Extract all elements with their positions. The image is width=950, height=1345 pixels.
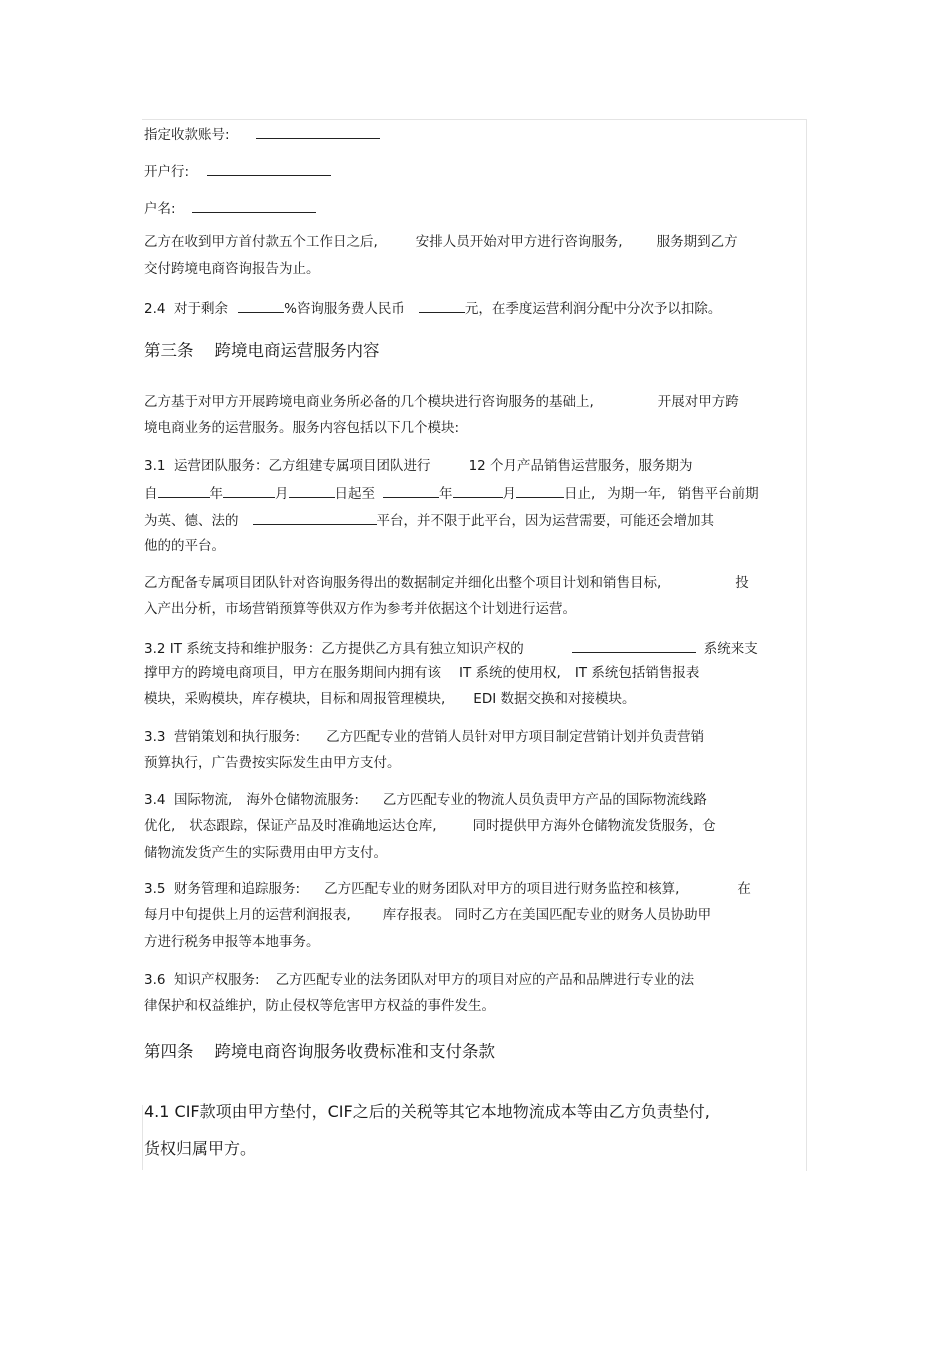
- s36-b: 乙方匹配专业的法务团队对甲方的项目对应的产品和品牌进行专业的法: [275, 972, 695, 988]
- s31-l3-a: 为英、德、法的: [144, 513, 239, 529]
- s31b-line1: [144, 574, 749, 592]
- name-blank: [192, 198, 316, 213]
- platform-blank: [253, 510, 377, 525]
- s31b-b: 投: [735, 575, 749, 591]
- s34-line3: 储物流发货产生的实际费用由甲方支付。: [144, 845, 387, 861]
- s34-l2-b: 状态跟踪，保证产品及时准确地运达仓库,: [189, 818, 437, 834]
- s33-line2: 预算执行，广告费按实际发生由甲方支付。: [144, 755, 401, 771]
- s31-yue2: 月: [502, 486, 516, 502]
- s31-text-b: 12 个月产品销售运营服务，服务期为: [468, 458, 693, 474]
- bank-label: 开户行:: [144, 164, 190, 180]
- s31-nian2: 年: [439, 486, 453, 502]
- s31-line4: 他的的平台。: [144, 538, 225, 554]
- account-blank: [256, 124, 380, 139]
- s33-b: 乙方匹配专业的营销人员针对甲方项目制定营销计划并负责营销: [326, 729, 705, 745]
- p1-line1: [144, 233, 738, 251]
- bank-line: [144, 161, 331, 181]
- start-month-blank: [223, 483, 275, 498]
- s31-zi: 自: [144, 486, 158, 502]
- s31-rizhi: 日止,: [564, 486, 596, 502]
- s31-text-a: 3.1 运营团队服务：乙方组建专属项目团队进行: [144, 458, 431, 474]
- p24-text-a: 2.4 对于剩余: [144, 301, 229, 317]
- s34-l2-c: 同时提供甲方海外仓储物流发货服务，仓: [472, 818, 716, 834]
- end-year-blank: [383, 483, 439, 498]
- s36-a: 3.6 知识产权服务:: [144, 972, 260, 988]
- s31-nian: 年: [209, 486, 223, 502]
- s31-l3-b: 平台，并不限于此平台，因为运营需要，可能还会增加其: [376, 513, 714, 529]
- s32-l2-b: IT 系统的使用权,: [459, 665, 561, 681]
- s31b-line2: 入产出分析，市场营销预算等供双方作为参考并依据这个计划进行运营。: [144, 601, 576, 617]
- art3-intro-line1: [144, 393, 739, 411]
- s32-line3: [144, 690, 636, 708]
- p24-text-c: 元，在季度运营利润分配中分次予以扣除。: [464, 301, 722, 317]
- s41-line2: 货权归属甲方。: [144, 1139, 257, 1158]
- p24-text-b: %咨询服务费人民币: [284, 301, 405, 317]
- s31-sales: 销售平台前期: [677, 486, 759, 502]
- end-month-blank: [453, 483, 503, 498]
- s31-line1: [144, 457, 693, 475]
- s35-line1: [144, 880, 751, 898]
- s32-l2-c: IT 系统包括销售报表: [574, 665, 700, 681]
- s32-line2: [144, 664, 699, 682]
- bank-blank: [207, 161, 331, 176]
- s35-l2-a: 每月中旬提供上月的运营利润报表,: [144, 907, 351, 923]
- s41-line1: 4.1 CIF款项由甲方垫付，CIF之后的关税等其它本地物流成本等由乙方负责垫付,: [144, 1102, 710, 1121]
- s31-yue: 月: [275, 486, 289, 502]
- s32-l3-b: EDI 数据交换和对接模块。: [473, 691, 636, 707]
- s35-b: 乙方匹配专业的财务团队对甲方的项目进行财务监控和核算,: [324, 881, 680, 897]
- s32-line1: [144, 638, 758, 658]
- s34-line2: [144, 817, 716, 835]
- name-label: 户名:: [144, 201, 176, 217]
- s31-line3: [144, 510, 714, 530]
- s34-c: 乙方匹配专业的物流人员负责甲方产品的国际物流线路: [382, 792, 707, 808]
- s32-b: 系统来支: [703, 641, 758, 657]
- s34-line1: [144, 791, 707, 809]
- s36-line2: 律保护和权益维护，防止侵权等危害甲方权益的事件发生。: [144, 998, 495, 1014]
- p1-text-a: 乙方在收到甲方首付款五个工作日之后,: [144, 234, 378, 250]
- s35-line3: 方进行税务申报等本地事务。: [144, 934, 320, 950]
- s34-a: 3.4 国际物流,: [144, 792, 233, 808]
- end-day-blank: [516, 483, 564, 498]
- it-system-blank: [572, 638, 696, 653]
- s36-line1: [144, 971, 694, 989]
- page-frame-left-edge: [142, 1105, 143, 1170]
- s31-riqizhi: 日起至: [334, 486, 375, 502]
- s35-a: 3.5 财务管理和追踪服务:: [144, 881, 301, 897]
- p1-text-c: 服务期到乙方: [656, 234, 738, 250]
- s35-line2: [144, 906, 711, 924]
- s33-a: 3.3 营销策划和执行服务:: [144, 729, 301, 745]
- account-line: [144, 124, 380, 144]
- clause-2-4: [144, 298, 721, 318]
- article-4-title: 第四条 跨境电商咨询服务收费标准和支付条款: [144, 1042, 495, 1061]
- p1-line2: 交付跨境电商咨询报告为止。: [144, 261, 320, 277]
- name-line: [144, 198, 316, 218]
- p24-blank-percent: [238, 298, 284, 313]
- s32-l3-a: 模块，采购模块，库存模块，目标和周报管理模块,: [144, 691, 446, 707]
- s32-l2-a: 撑甲方的跨境电商项目，甲方在服务期间内拥有该: [144, 665, 441, 681]
- start-day-blank: [289, 483, 335, 498]
- s31b-a: 乙方配备专属项目团队针对咨询服务得出的数据制定并细化出整个项目计划和销售目标,: [144, 575, 662, 591]
- s35-c: 在: [737, 881, 751, 897]
- article-3-title: 第三条 跨境电商运营服务内容: [144, 341, 380, 360]
- p1-text-b: 安排人员开始对甲方进行咨询服务,: [415, 234, 623, 250]
- s35-l2-b: 库存报表。 同时乙方在美国匹配专业的财务人员协助甲: [382, 907, 712, 923]
- s31-line2: [144, 483, 759, 503]
- s34-l2-a: 优化,: [144, 818, 176, 834]
- s31-period: 为期一年,: [607, 486, 666, 502]
- art3-intro-line2: 境电商业务的运营服务。服务内容包括以下几个模块:: [144, 420, 460, 436]
- start-year-blank: [158, 483, 210, 498]
- s34-b: 海外仓储物流服务:: [246, 792, 359, 808]
- s32-a: 3.2 IT 系统支持和维护服务：乙方提供乙方具有独立知识产权的: [144, 641, 524, 657]
- p24-blank-amount: [419, 298, 465, 313]
- account-label: 指定收款账号:: [144, 127, 230, 143]
- art3-intro-b: 开展对甲方跨: [657, 394, 739, 410]
- s33-line1: [144, 728, 704, 746]
- art3-intro-a: 乙方基于对甲方开展跨境电商业务所必备的几个模块进行咨询服务的基础上,: [144, 394, 594, 410]
